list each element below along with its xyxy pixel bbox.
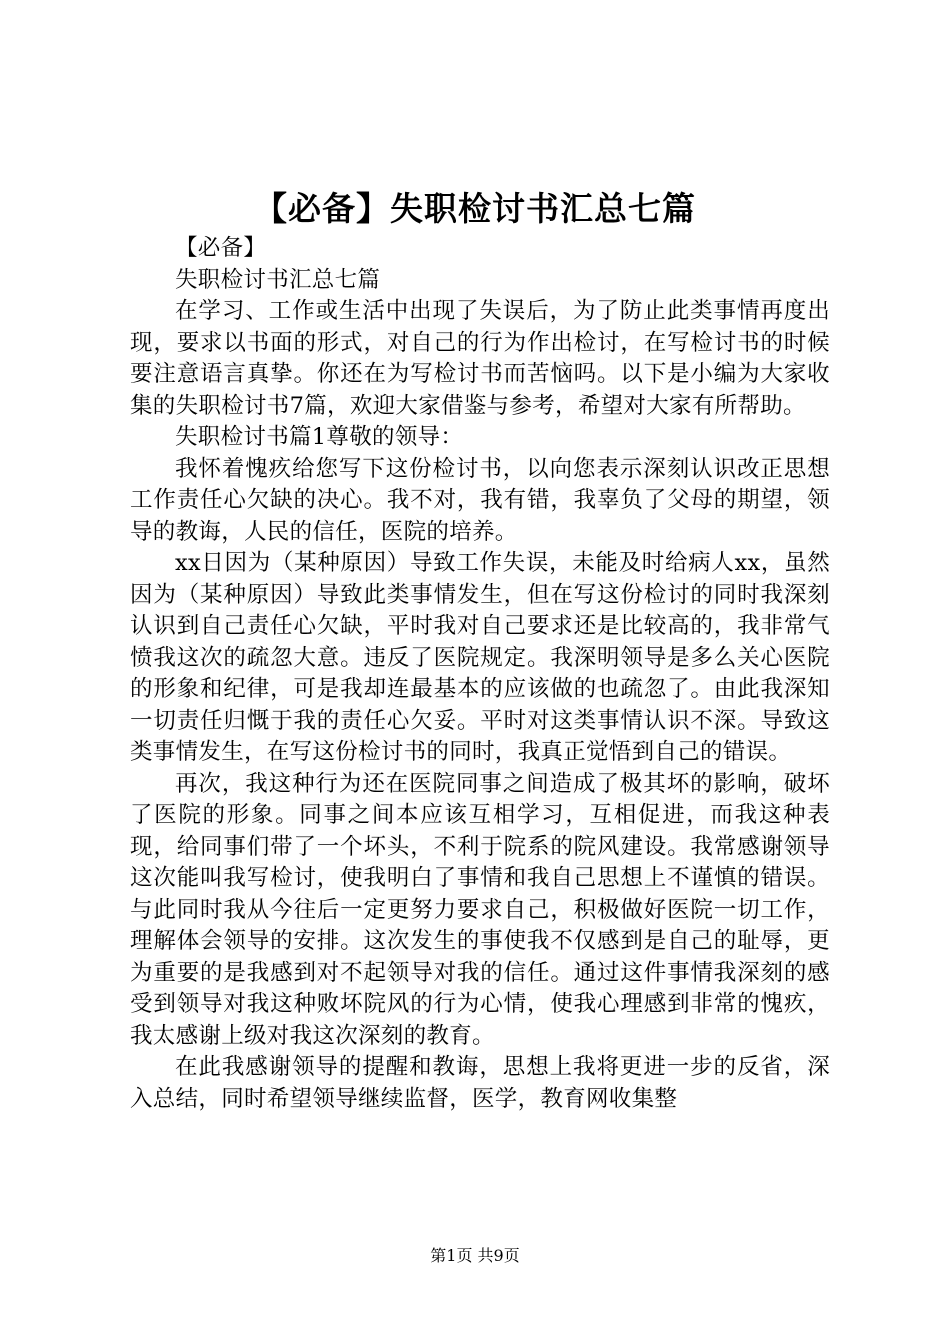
paragraph-body-2: xx日因为（某种原因）导致工作失误，未能及时给病人xx，虽然因为（某种原因）导致此类事情发生，但在写这份检讨的同时我深刻认识到自己责任心欠缺，平时我对自己要求还是比较高的，我非常气愤我这次的疏忽大意。违反了医院规定。我深明领导是多么关心医院的形象和纪律，可是我却连最基本的应该做的也疏忽了。由此我深知一切责任归慨于我的责任心欠妥。平时对这类事情认识不深。导致这类事情发生，在写这份检讨书的同时，我真正觉悟到自己的错误。 [130,550,830,765]
paragraph-tag: 【必备】 [175,235,267,261]
paragraph-body-4: 在此我感谢领导的提醒和教诲，思想上我将更进一步的反省，深入总结，同时希望领导继续监督，医学，教育网收集整 [130,1054,830,1112]
paragraph-subtitle: 失职检讨书汇总七篇 [175,266,381,293]
paragraph-body-1: 我怀着愧疚给您写下这份检讨书，以向您表示深刻认识改正思想工作责任心欠缺的决心。我不对，我有错，我辜负了父母的期望，领导的教诲，人民的信任，医院的培养。 [130,455,830,545]
paragraph-intro: 在学习、工作或生活中出现了失误后，为了防止此类事情再度出现，要求以书面的形式，对自己的行为作出检讨，在写检讨书的时候要注意语言真挚。你还在为写检讨书而苦恼吗。以下是小编为大家收集的失职检讨书7篇，欢迎大家借鉴与参考，希望对大家有所帮助。 [130,298,830,419]
page-number-footer: 第1页 共9页 [430,1246,520,1265]
document-body [130,233,830,1115]
paragraph-body-3: 再次，我这种行为还在医院同事之间造成了极其坏的影响，破坏了医院的形象。同事之间本应该互相学习，互相促进，而我这种表现，给同事们带了一个坏头，不利于院系的院风建设。我常感谢领导这次能叫我写检讨，使我明白了事情和我自己思想上不谨慎的错误。与此同时我从今往后一定更努力要求自己，积极做好医院一切工作，理解体会领导的安排。这次发生的事使我不仅感到是自己的耻辱，更为重要的是我感到对不起领导对我的信任。通过这件事情我深刻的感受到领导对我这种败坏院风的行为心情，使我心理感到非常的愧疚，我太感谢上级对我这次深刻的教育。 [130,770,830,1049]
paragraph-salutation: 失职检讨书篇1尊敬的领导： [175,424,464,450]
document-title: 【必备】失职检讨书汇总七篇 [254,189,696,228]
